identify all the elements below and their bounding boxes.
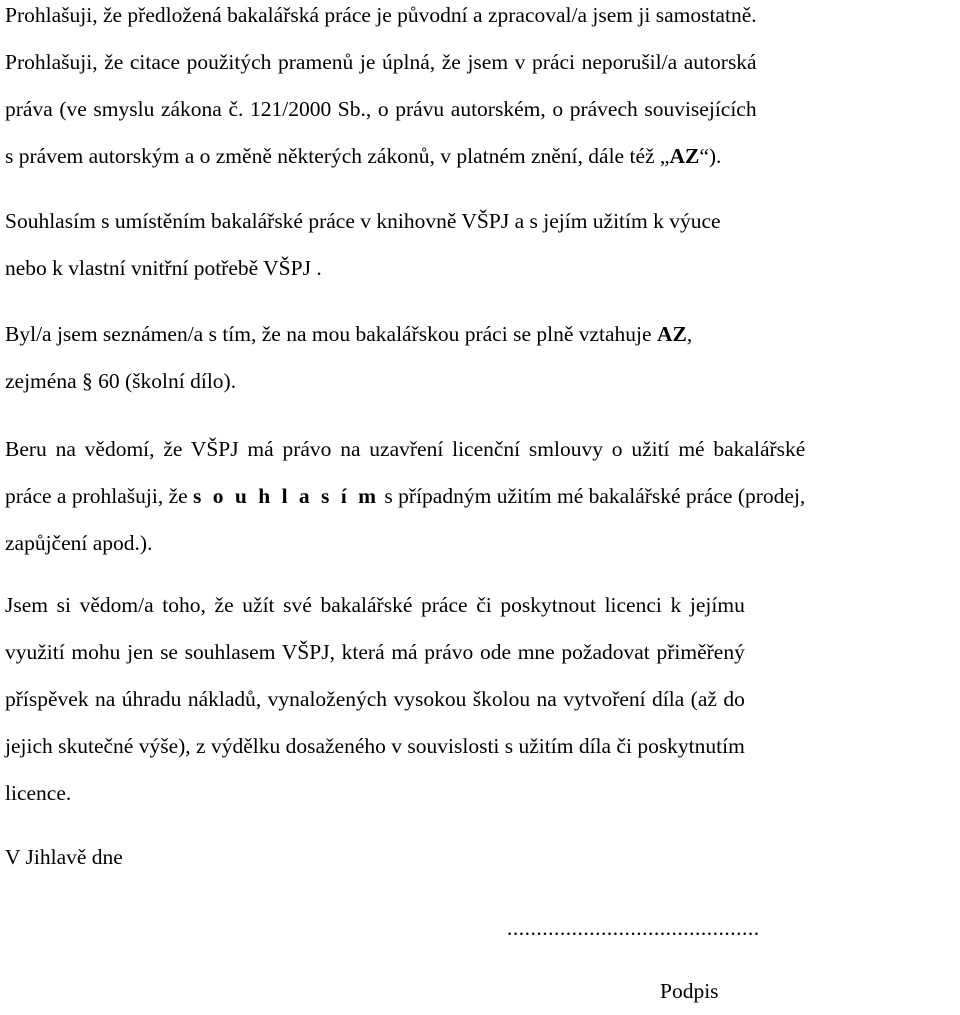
text-line: jejich skutečné výše), z výdělku dosaženého v souvislosti s užitím díla či poskytnutím [5, 734, 745, 758]
text-line: Beru na vědomí, že VŠPJ má právo na uzavření licenční smlouvy o užití mé bakalářské [5, 437, 806, 461]
az-abbreviation: AZ [669, 144, 700, 168]
text-line: Prohlašuji, že předložená bakalářská práce je původní a zpracoval/a jsem ji samostatně. [5, 3, 757, 27]
paragraph-originality [5, 0, 757, 180]
place-date-label: V Jihlavě dne [5, 845, 123, 869]
text-line: Souhlasím s umístěním bakalářské práce v knihovně VŠPJ a s jejím užitím k výuce [5, 209, 721, 233]
text-line: příspěvek na úhradu nákladů, vynaložených vysokou školou na vytvoření díla (až do [5, 687, 745, 711]
text-line: zejména § 60 (školní dílo). [5, 369, 237, 393]
text-line: práva (ve smyslu zákona č. 121/2000 Sb., o právu autorském, o právech souvisejících [5, 97, 757, 121]
text-line: Prohlašuji, že citace použitých pramenů je úplná, že jsem v práci neporušil/a autorská [5, 50, 757, 74]
paragraph-license-consent [5, 426, 805, 567]
az-abbreviation: AZ [656, 322, 687, 346]
text-line: Jsem si vědom/a toho, že užít své bakalářské práce či poskytnout licenci k jejímu [5, 593, 745, 617]
paragraph-az-acknowledgement [5, 311, 692, 405]
signature-line: ........................................... [507, 916, 760, 940]
text-line: licence. [5, 781, 72, 805]
text-line: zapůjčení apod.). [5, 531, 153, 555]
paragraph-library-consent [5, 198, 721, 292]
signature-label: Podpis [660, 979, 719, 1003]
consent-emphasis: s o u h l a s í m [193, 484, 380, 508]
place-date-line [5, 834, 123, 881]
text-line: s právem autorským a o změně některých zákonů, v platném znění, dále též „AZ“). [5, 144, 722, 168]
text-line: nebo k vlastní vnitřní potřebě VŠPJ . [5, 256, 322, 280]
paragraph-usage-awareness [5, 582, 745, 817]
text-line: Byl/a jsem seznámen/a s tím, že na mou bakalářskou práci se plně vztahuje AZ, [5, 322, 693, 346]
text-line: práce a prohlašuji, že s o u h l a s í m s případným užitím mé bakalářské práce (prodej, [5, 484, 806, 508]
text-line: využití mohu jen se souhlasem VŠPJ, která má právo ode mne požadovat přiměřený [5, 640, 745, 664]
